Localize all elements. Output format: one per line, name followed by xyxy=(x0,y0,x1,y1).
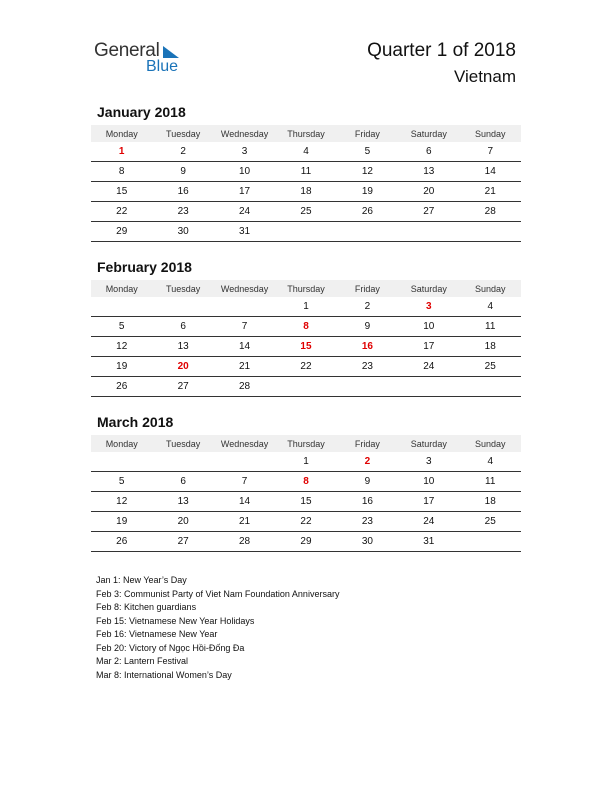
day-cell xyxy=(152,467,213,471)
day-cell: 24 xyxy=(423,361,435,372)
holiday-note: Feb 8: Kitchen guardians xyxy=(96,602,197,612)
holiday-note: Feb 15: Vietnamese New Year Holidays xyxy=(96,615,255,626)
day-cell: 25 xyxy=(300,206,312,217)
day-cell: 28 xyxy=(238,381,251,392)
day-cell xyxy=(398,237,459,241)
day-cell: 24 xyxy=(238,206,251,217)
weekday-label: Thursday xyxy=(287,128,325,139)
day-cell: 9 xyxy=(180,166,186,177)
weekday-label: Wednesday xyxy=(220,283,269,294)
week-row xyxy=(91,222,521,242)
day-cell: 19 xyxy=(116,516,128,527)
day-cell: 12 xyxy=(361,166,373,177)
day-cell: 6 xyxy=(180,321,186,332)
weekday-label: Tuesday xyxy=(166,283,201,294)
day-cell: 6 xyxy=(180,476,186,487)
day-cell: 28 xyxy=(238,536,251,547)
weekday-label: Tuesday xyxy=(166,128,201,139)
holiday-day-cell: 16 xyxy=(361,341,373,352)
day-cell: 21 xyxy=(238,361,251,372)
day-cell xyxy=(275,392,336,396)
day-cell: 6 xyxy=(426,146,432,157)
day-cell: 14 xyxy=(238,341,251,352)
week-row xyxy=(91,532,521,552)
weekday-label: Wednesday xyxy=(220,128,269,139)
day-cell: 19 xyxy=(361,186,373,197)
day-cell: 11 xyxy=(485,321,496,332)
week-row xyxy=(91,337,521,357)
weekday-label: Friday xyxy=(354,438,380,449)
day-cell: 3 xyxy=(241,146,248,157)
day-cell xyxy=(337,237,398,241)
day-cell: 27 xyxy=(177,381,189,392)
month-title: March 2018 xyxy=(97,414,174,430)
day-cell: 22 xyxy=(116,206,128,217)
day-cell xyxy=(460,392,521,396)
day-cell: 5 xyxy=(118,476,125,487)
day-cell: 2 xyxy=(364,301,371,312)
day-cell: 12 xyxy=(116,341,128,352)
day-cell: 18 xyxy=(300,186,312,197)
weekday-label: Monday xyxy=(105,438,138,449)
day-cell: 29 xyxy=(300,536,312,547)
day-cell xyxy=(337,392,398,396)
holiday-note: Mar 2: Lantern Festival xyxy=(96,656,189,666)
month-grid xyxy=(91,142,521,242)
day-cell: 18 xyxy=(484,341,496,352)
month-grid xyxy=(91,297,521,397)
day-cell: 7 xyxy=(241,321,248,332)
country-name: Vietnam xyxy=(453,67,516,86)
month-title: February 2018 xyxy=(97,259,192,275)
day-cell: 5 xyxy=(118,321,125,332)
day-cell: 23 xyxy=(361,516,373,527)
weekday-label: Saturday xyxy=(410,128,447,139)
day-cell: 5 xyxy=(364,146,371,157)
month-january xyxy=(91,104,521,242)
week-row xyxy=(91,182,521,202)
day-cell: 25 xyxy=(484,361,496,372)
weekday-label: Sunday xyxy=(474,128,506,139)
day-cell: 14 xyxy=(484,166,496,177)
day-cell: 4 xyxy=(303,146,309,157)
weekday-label: Monday xyxy=(105,283,138,294)
day-cell: 9 xyxy=(364,321,371,332)
day-cell: 8 xyxy=(118,166,125,177)
day-cell: 20 xyxy=(423,186,435,197)
holiday-day-cell: 20 xyxy=(177,361,189,372)
day-cell: 31 xyxy=(423,536,435,547)
day-cell xyxy=(398,392,459,396)
holiday-day-cell: 15 xyxy=(300,341,312,352)
day-cell xyxy=(214,467,275,471)
day-cell: 4 xyxy=(487,456,494,467)
day-cell: 14 xyxy=(238,496,251,507)
holiday-note: Jan 1: New Year’s Day xyxy=(96,575,187,585)
logo xyxy=(94,40,194,80)
weekday-label: Sunday xyxy=(474,283,506,294)
month-february xyxy=(91,259,521,397)
day-cell: 9 xyxy=(364,476,371,487)
holiday-note: Feb 3: Communist Party of Viet Nam Foundation Anniversary xyxy=(96,588,340,599)
day-cell: 12 xyxy=(116,496,128,507)
holiday-note: Feb 16: Vietnamese New Year xyxy=(96,629,218,639)
day-cell: 17 xyxy=(423,496,435,507)
day-cell xyxy=(214,312,275,316)
day-cell: 23 xyxy=(361,361,373,372)
weekday-label: Saturday xyxy=(410,438,447,449)
day-cell xyxy=(152,312,213,316)
day-cell: 30 xyxy=(177,226,189,237)
holiday-day-cell: 3 xyxy=(426,301,432,312)
week-row xyxy=(91,162,521,182)
day-cell: 22 xyxy=(300,361,312,372)
day-cell: 10 xyxy=(423,321,435,332)
day-cell: 7 xyxy=(487,146,494,157)
day-cell: 27 xyxy=(177,536,189,547)
week-row xyxy=(91,142,521,162)
day-cell: 24 xyxy=(423,516,435,527)
week-row xyxy=(91,512,521,532)
week-row xyxy=(91,357,521,377)
week-row xyxy=(91,202,521,222)
day-cell xyxy=(275,237,336,241)
week-row xyxy=(91,492,521,512)
day-cell: 19 xyxy=(116,361,128,372)
day-cell: 31 xyxy=(238,226,251,237)
day-cell: 16 xyxy=(361,496,373,507)
week-row xyxy=(91,297,521,317)
day-cell: 15 xyxy=(300,496,312,507)
day-cell: 11 xyxy=(485,476,496,487)
day-cell: 30 xyxy=(361,536,373,547)
holiday-day-cell: 8 xyxy=(303,321,309,332)
day-cell: 15 xyxy=(116,186,128,197)
day-cell: 18 xyxy=(484,496,496,507)
day-cell: 17 xyxy=(238,186,251,197)
weekday-header xyxy=(91,125,521,142)
month-march xyxy=(91,414,521,552)
holiday-day-cell: 2 xyxy=(364,456,371,467)
month-grid xyxy=(91,452,521,552)
page-title: Quarter 1 of 2018 xyxy=(367,40,516,61)
day-cell: 26 xyxy=(116,536,128,547)
day-cell: 7 xyxy=(241,476,248,487)
holiday-day-cell: 8 xyxy=(303,476,309,487)
holiday-note: Mar 8: International Women’s Day xyxy=(96,669,232,680)
day-cell: 2 xyxy=(180,146,186,157)
day-cell: 20 xyxy=(177,516,189,527)
day-cell: 21 xyxy=(484,186,496,197)
weekday-label: Monday xyxy=(105,128,138,139)
day-cell: 27 xyxy=(423,206,435,217)
day-cell: 10 xyxy=(238,166,251,177)
holiday-list xyxy=(96,574,339,682)
week-row xyxy=(91,472,521,492)
month-title: January 2018 xyxy=(97,104,186,120)
day-cell: 25 xyxy=(484,516,496,527)
day-cell: 13 xyxy=(177,496,189,507)
week-row xyxy=(91,452,521,472)
day-cell: 1 xyxy=(303,301,309,312)
weekday-label: Tuesday xyxy=(166,438,201,449)
day-cell: 29 xyxy=(116,226,128,237)
day-cell: 16 xyxy=(177,186,189,197)
day-cell xyxy=(91,467,152,471)
day-cell: 4 xyxy=(487,301,494,312)
day-cell: 26 xyxy=(361,206,373,217)
day-cell xyxy=(91,312,152,316)
day-cell: 22 xyxy=(300,516,312,527)
weekday-header xyxy=(91,280,521,297)
weekday-label: Friday xyxy=(354,283,380,294)
day-cell: 26 xyxy=(116,381,128,392)
day-cell: 13 xyxy=(423,166,435,177)
day-cell: 1 xyxy=(303,456,309,467)
holiday-note: Feb 20: Victory of Ngọc Hồi-Đống Đa xyxy=(96,642,245,653)
logo-text-blue: Blue xyxy=(146,58,179,75)
weekday-label: Friday xyxy=(354,128,380,139)
weekday-label: Thursday xyxy=(287,283,325,294)
day-cell xyxy=(460,237,521,241)
day-cell: 17 xyxy=(423,341,435,352)
day-cell: 21 xyxy=(238,516,251,527)
day-cell: 3 xyxy=(426,456,432,467)
weekday-label: Thursday xyxy=(287,438,325,449)
weekday-label: Saturday xyxy=(410,283,447,294)
week-row xyxy=(91,317,521,337)
holiday-day-cell: 1 xyxy=(118,146,125,157)
week-row xyxy=(91,377,521,397)
day-cell: 11 xyxy=(300,166,312,177)
day-cell: 28 xyxy=(484,206,496,217)
day-cell: 13 xyxy=(177,341,189,352)
weekday-header xyxy=(91,435,521,452)
day-cell xyxy=(460,547,521,551)
day-cell: 23 xyxy=(177,206,189,217)
weekday-label: Wednesday xyxy=(220,438,269,449)
day-cell: 10 xyxy=(423,476,435,487)
logo-text-general: General xyxy=(94,40,160,61)
logo-triangle-icon xyxy=(161,44,181,62)
weekday-label: Sunday xyxy=(474,438,506,449)
